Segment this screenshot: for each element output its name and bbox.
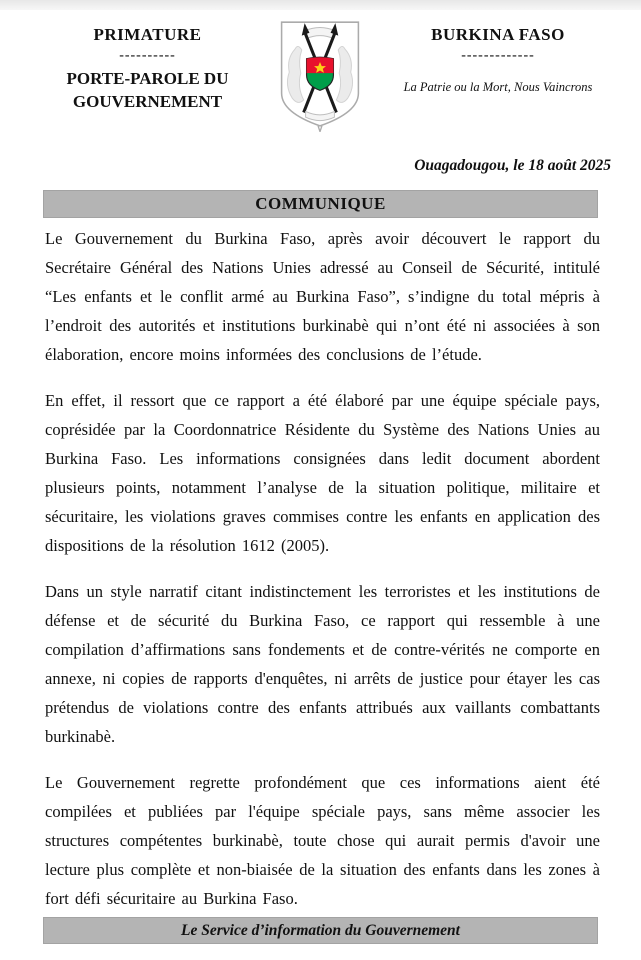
letterhead [30, 16, 621, 132]
right-dash-divider: ------------- [461, 48, 535, 64]
dateline: Ouagadougou, le 18 août 2025 [414, 157, 611, 174]
spokesman-title: PORTE-PAROLE DU GOUVERNEMENT [66, 69, 229, 112]
left-dash-divider: ---------- [119, 48, 176, 64]
footer-bar [43, 917, 598, 944]
footer-text: Le Service d’information du Gouvernement [181, 921, 460, 939]
emblem-container [265, 16, 375, 132]
paragraph-1: Le Gouvernement du Burkina Faso, après avoir découvert le rapport du Secrétaire Général des Nations Unies adressé au Conseil de Sécurité, intitulé “Les enfants et le conflit armé au Burkina Faso”, s’indigne du total mépris à l’endroit des autorités et institutions burkinabè qui n’ont été ni associées à son élaboration, encore moins informées des conclusions de l’étude. [45, 229, 600, 364]
paragraph-2: En effet, il ressort que ce rapport a été élaboré par une équipe spéciale pays, coprésidée par la Coordonnatrice Résidente du Système des Nations Unies au Burkina Faso. Les informations consignées dans ledit document abordent plusieurs points, notamment l’analyse de la situation politique, militaire et sécuritaire, les violations graves commises contre les enfants en application des dispositions de la résolution 1612 (2005). [45, 391, 600, 555]
communique-body [45, 224, 600, 930]
scan-edge-artifact [0, 0, 641, 10]
burkina-faso-coat-of-arms-icon [272, 18, 368, 132]
paragraph-4: Le Gouvernement regrette profondément que ces informations aient été compilées et publiées par l'équipe spéciale pays, sans même associer les structures compétentes burkinabè, toute chose qui aurait permis d'avoir une lecture plus complète et non-biaisée de la situation des enfants dans les zones à fort défi sécuritaire au Burkina Faso. [45, 773, 600, 908]
letterhead-right-block [375, 16, 621, 95]
country-title: BURKINA FASO [431, 25, 565, 44]
communique-title-bar [43, 190, 598, 218]
letterhead-left-block [30, 16, 265, 114]
communique-title: COMMUNIQUE [255, 194, 386, 213]
primature-title: PRIMATURE [93, 25, 202, 44]
national-motto: La Patrie ou la Mort, Nous Vaincrons [403, 80, 593, 95]
paragraph-3: Dans un style narratif citant indistinctement les terroristes et les institutions de défense et de sécurité du Burkina Faso, ce rapport qui ressemble à une compilation d’affirmations sans fondements et de contre-vérités ne comporte en annexe, ni copies de rapports d'enquêtes, ni arrêts de justice pour étayer les cas prétendus de violations contre des enfants attribués aux vaillants combattants burkinabè. [45, 582, 600, 746]
